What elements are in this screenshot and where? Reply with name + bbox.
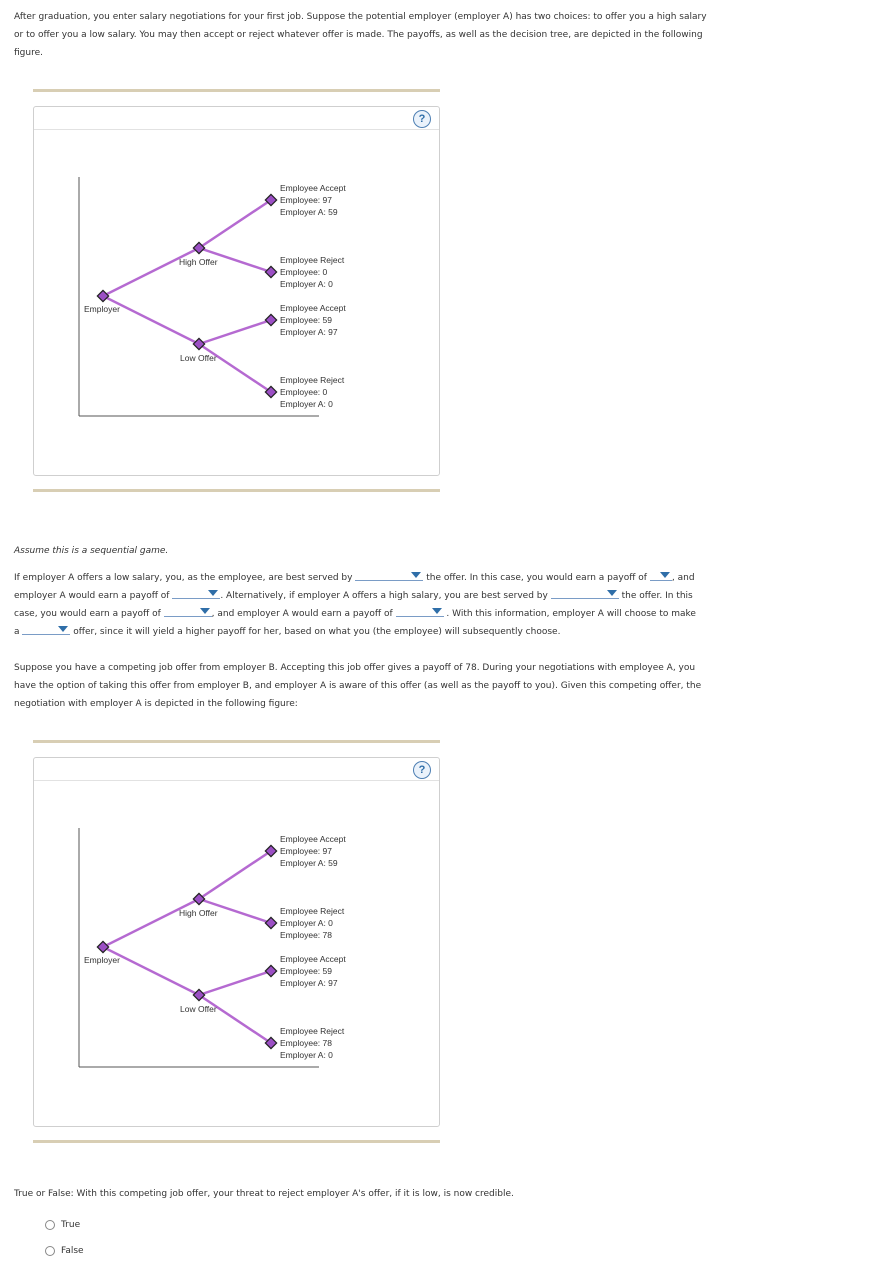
tree2-label-employer: Employer [84, 955, 120, 965]
tree2-outcome-0-line-0: Employee Accept [280, 834, 346, 844]
tree1-outcome-2-line-1: Employee: 59 [280, 315, 332, 325]
help-icon[interactable]: ? [413, 110, 431, 128]
figure-2-top-rule [33, 740, 440, 743]
figure-2-bottom-rule [33, 1140, 440, 1143]
tree1-outcome-2-line-2: Employer A: 97 [280, 327, 338, 337]
tree2-branch-4 [199, 971, 271, 995]
tree1-outcome-1-line-1: Employee: 0 [280, 267, 328, 277]
tree1-node-outcome-1[interactable] [265, 266, 276, 277]
tree1-outcome-1-line-0: Employee Reject [280, 255, 345, 265]
dropdown-employee-payoff-low[interactable] [650, 569, 672, 581]
option-false-label: False [61, 1246, 84, 1256]
tree2-outcome-0-line-1: Employee: 97 [280, 846, 332, 856]
tree2-node-outcome-2[interactable] [265, 965, 276, 976]
radio-true[interactable] [45, 1220, 55, 1230]
tree2-node-outcome-1[interactable] [265, 917, 276, 928]
chevron-down-icon [411, 572, 421, 578]
option-true[interactable] [45, 1220, 80, 1230]
figure-2 [33, 757, 440, 1127]
dropdown-employer-payoff-high[interactable] [396, 605, 444, 617]
tree2-outcome-0-line-2: Employer A: 59 [280, 858, 338, 868]
tree2-outcome-2-line-1: Employee: 59 [280, 966, 332, 976]
tree1-outcome-3-line-1: Employee: 0 [280, 387, 328, 397]
figure-1-bottom-rule [33, 489, 440, 492]
tree2-branch-5 [199, 995, 271, 1043]
chevron-down-icon [660, 572, 670, 578]
tree2-outcome-2-line-0: Employee Accept [280, 954, 346, 964]
tree2-label-low-offer: Low Offer [180, 1004, 217, 1014]
tree2-outcome-2-line-2: Employer A: 97 [280, 978, 338, 988]
tree1-outcome-2-line-0: Employee Accept [280, 303, 346, 313]
competing-offer-text: Suppose you have a competing job offer from employer B. Accepting this job offer gives a payoff of 78. During your negotiations with employee A, you have the option of taking this offer from employer B, and employer A is aware of this offer (as well as the payoff to you). Given this competing offer, the negotiation with employer A is depicted in the following figure: [14, 663, 702, 709]
tree1-outcome-0-line-2: Employer A: 59 [280, 207, 338, 217]
intro-text: After graduation, you enter salary negotiations for your first job. Suppose the potential employer (employer A) has two choices: to offer you a high salary or to offer you a low salary. You may then accept or reject whatever offer is made. The payoffs, as well as the decision tree, are depicted in the following figure. [14, 12, 707, 58]
tree2-outcome-3-line-0: Employee Reject [280, 1026, 345, 1036]
tree1-branch-2 [199, 200, 271, 248]
tree1-outcome-1-line-2: Employer A: 0 [280, 279, 333, 289]
tree2-outcome-1-line-0: Employee Reject [280, 906, 345, 916]
decision-tree-1 [34, 107, 439, 475]
sequential-note: Assume this is a sequential game. [14, 546, 169, 556]
tree1-branch-5 [199, 344, 271, 392]
tree2-outcome-1-line-1: Employer A: 0 [280, 918, 333, 928]
tree2-node-employer[interactable] [97, 941, 108, 952]
tree1-label-high-offer: High Offer [179, 257, 218, 267]
tree1-label-employer: Employer [84, 304, 120, 314]
chevron-down-icon [607, 590, 617, 596]
tree1-node-employer[interactable] [97, 290, 108, 301]
dropdown-offer-choice[interactable] [22, 623, 70, 635]
tree1-branch-4 [199, 320, 271, 344]
tree1-outcome-3-line-0: Employee Reject [280, 375, 345, 385]
dropdown-employee-payoff-high[interactable] [164, 605, 212, 617]
tree2-label-high-offer: High Offer [179, 908, 218, 918]
figure-1 [33, 106, 440, 476]
figure-1-top-rule [33, 89, 440, 92]
tree1-branch-0 [103, 248, 199, 296]
option-false[interactable] [45, 1246, 84, 1256]
help-icon[interactable]: ? [413, 761, 431, 779]
tree1-outcome-3-line-2: Employer A: 0 [280, 399, 333, 409]
chevron-down-icon [58, 626, 68, 632]
tree1-node-outcome-2[interactable] [265, 314, 276, 325]
chevron-down-icon [208, 590, 218, 596]
tree2-outcome-3-line-1: Employee: 78 [280, 1038, 332, 1048]
sequential-question: If employer A offers a low salary, you, as the employee, are best served by the offer. In this case, you would earn a payoff of , and employer A would earn a payoff of . Alternatively, if employer A offers a high salary, you are best served by the offer. In this case, you would earn a payoff of , and employer A would earn a payoff of . With this information, employer A will choose to make a offer, since it will yield a higher payoff for her, based on what you (the employee) will subsequently choose. [14, 569, 704, 641]
tree1-outcome-0-line-1: Employee: 97 [280, 195, 332, 205]
tree2-outcome-1-line-2: Employee: 78 [280, 930, 332, 940]
dropdown-high-offer-response[interactable] [551, 587, 619, 599]
tree2-outcome-3-line-2: Employer A: 0 [280, 1050, 333, 1060]
tree1-outcome-0-line-0: Employee Accept [280, 183, 346, 193]
dropdown-employer-payoff-low[interactable] [172, 587, 220, 599]
tree2-branch-0 [103, 899, 199, 947]
chevron-down-icon [432, 608, 442, 614]
tree2-branch-2 [199, 851, 271, 899]
tree1-label-low-offer: Low Offer [180, 353, 217, 363]
radio-false[interactable] [45, 1246, 55, 1256]
option-true-label: True [61, 1220, 81, 1230]
true-false-question: True or False: With this competing job offer, your threat to reject employer A's offer, if it is low, is now credible. [14, 1189, 514, 1199]
chevron-down-icon [200, 608, 210, 614]
dropdown-low-offer-response[interactable] [355, 569, 423, 581]
decision-tree-2 [34, 758, 439, 1126]
